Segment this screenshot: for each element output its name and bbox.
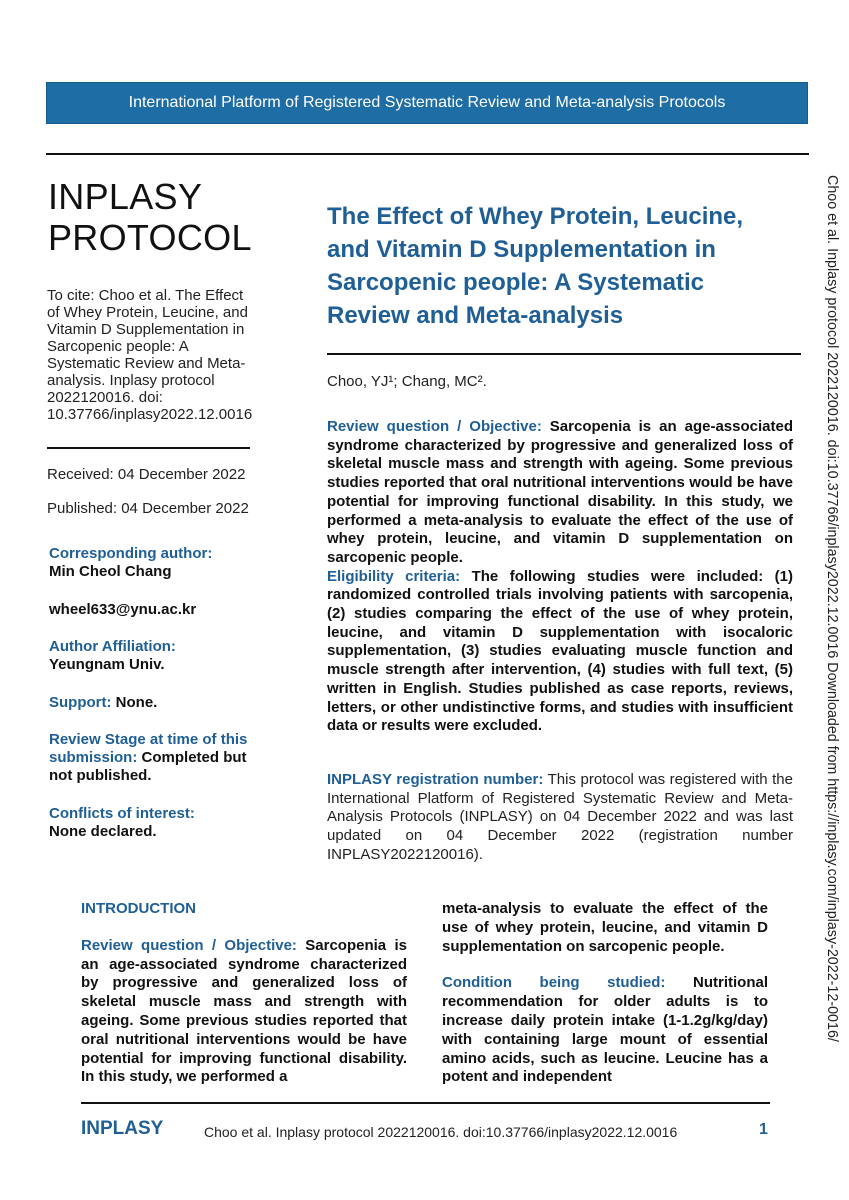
registration-text: This protocol was registered with the International Platform of Registered Systematic Review and Meta-Analysis Protocols (INPLASY) on 04 December 2022 and was last updated on 04 December 2022 (registration number INPLASY2022120016). bbox=[327, 771, 793, 863]
support-value: None. bbox=[115, 694, 158, 711]
received-date: Received: 04 December 2022 bbox=[47, 466, 246, 483]
paper-title: The Effect of Whey Protein, Leucine, and Vitamin D Supplementation in Sarcopenic people: A Systematic Review and Meta-analysis bbox=[327, 203, 744, 329]
abstract-elig-label: Eligibility criteria: bbox=[327, 567, 461, 585]
intro-rq-continued: meta-analysis to evaluate the effect of the use of whey protein, leucine, and vitamin D supplementation on sarcopenic people. bbox=[442, 900, 768, 955]
intro-column-left bbox=[81, 900, 407, 1087]
abstract-eligibility bbox=[327, 568, 793, 736]
citation-text: To cite: Choo et al. The Effect of Whey Protein, Leucine, and Vitamin D Supplementation in Sarcopenic people: A Systematic Review and Meta-analysis. Inplasy protocol 2022120016. doi: 10.37766/inplasy2022.12.0016 bbox=[47, 287, 253, 423]
side-download-text: Choo et al. Inplasy protocol 2022120016. doi:10.37766/inplasy2022.12.0016 Downloaded from https://inplasy.com/inplasy-2022-12-0016/ bbox=[824, 175, 840, 1042]
abstract-rq-text: Sarcopenia is an age-associated syndrome characterized by progressive and generalized loss of skeletal muscle mass and strength with ageing. Some previous studies reported that oral nutritional interventions would be have potential for improving functional disability. In this study, we performed a meta-analysis to evaluate the effect of the use of whey protein, leucine, and vitamin D supplementation on sarcopenic people. bbox=[327, 418, 793, 566]
abstract-rq-label: Review question / Objective: bbox=[327, 418, 542, 435]
review-stage-label: Review Stage at time of this submission: bbox=[49, 731, 248, 766]
footer-citation: Choo et al. Inplasy protocol 2022120016. doi:10.37766/inplasy2022.12.0016 bbox=[204, 1124, 678, 1140]
page-number: 1 bbox=[759, 1121, 768, 1138]
corresponding-author-block bbox=[49, 545, 269, 581]
intro-column-right bbox=[442, 900, 768, 1087]
author-list: Choo, YJ¹; Chang, MC². bbox=[327, 373, 487, 390]
affiliation-label: Author Affiliation: bbox=[49, 638, 176, 655]
corresponding-author-name: Min Cheol Chang bbox=[49, 563, 172, 580]
top-divider bbox=[46, 153, 809, 155]
brand-line-2: PROTOCOL bbox=[48, 217, 252, 258]
support-block bbox=[49, 694, 269, 712]
review-stage-value: Completed but not published. bbox=[49, 749, 247, 784]
conflicts-block bbox=[49, 805, 269, 841]
condition-text: Nutritional recommendation for older adults is to increase daily protein intake (1-1.2g/kg/day) with containing large mount of essential amino acids, such as leucine. Leucine has a potent and independent bbox=[442, 974, 769, 1086]
title-divider bbox=[327, 353, 801, 355]
corresponding-author-label: Corresponding author: bbox=[49, 545, 213, 562]
registration-section bbox=[327, 771, 793, 865]
review-stage-block bbox=[49, 731, 264, 785]
inplasy-protocol-heading bbox=[48, 176, 252, 258]
footer-brand: INPLASY bbox=[81, 1118, 164, 1139]
affiliation-value: Yeungnam Univ. bbox=[49, 656, 165, 673]
abstract-section bbox=[327, 418, 793, 736]
registration-label: INPLASY registration number: bbox=[327, 771, 544, 788]
abstract-review-question bbox=[327, 418, 793, 568]
footer-divider bbox=[81, 1102, 770, 1104]
abstract-elig-text: The following studies were included: (1) randomized controlled trials involving patients with sarcopenia, (2) studies comparing the effect of the use of whey protein, leucine, and vitamin D supplementation with isocaloric supplementation, (3) studies evaluating muscle function and muscle strength after intervention, (4) studies with full text, (5) written in English. Studies published as case reports, reviews, letters, or other undistinctive forms, and studies with insufficient data or results were excluded. bbox=[327, 567, 794, 735]
support-label: Support: bbox=[49, 694, 112, 711]
affiliation-block bbox=[49, 638, 269, 674]
brand-line-1: INPLASY bbox=[48, 176, 203, 217]
condition-label: Condition being studied: bbox=[442, 974, 666, 992]
side-download-notice bbox=[824, 175, 840, 1075]
conflicts-value: None declared. bbox=[49, 823, 157, 840]
citation-divider bbox=[47, 447, 250, 449]
intro-rq-label: Review question / Objective: bbox=[81, 936, 297, 954]
conflicts-label: Conflicts of interest: bbox=[49, 805, 195, 822]
intro-heading: INTRODUCTION bbox=[81, 900, 196, 917]
published-date: Published: 04 December 2022 bbox=[47, 500, 249, 517]
intro-rq-text: Sarcopenia is an age-associated syndrome characterized by progressive and generalized loss of skeletal muscle mass and strength with ageing. Some previous studies reported that oral nutritional interventions would be have potential for improving functional disability. In this study, we performed a bbox=[81, 936, 408, 1086]
header-banner: International Platform of Registered Systematic Review and Meta-analysis Protocols bbox=[46, 82, 808, 124]
author-email: wheel633@ynu.ac.kr bbox=[49, 601, 197, 618]
